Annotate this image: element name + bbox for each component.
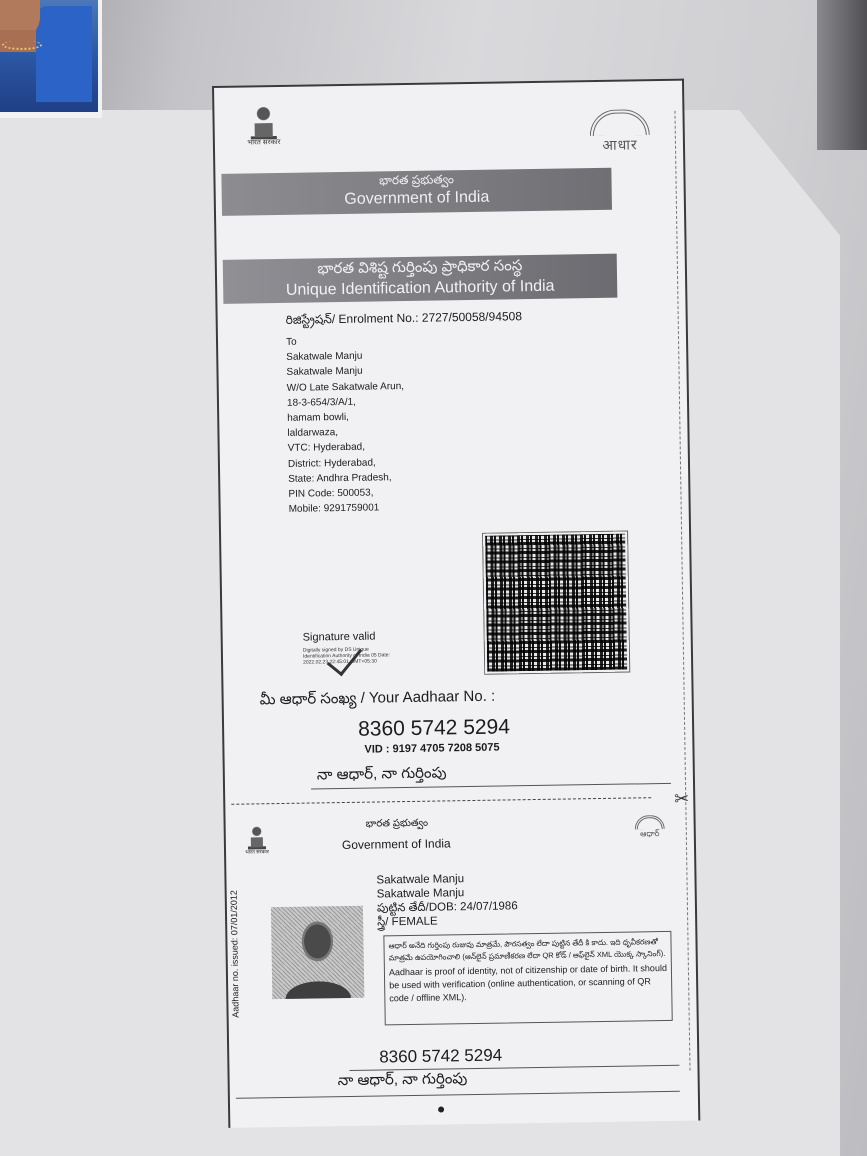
address-line: PIN Code: 500053, (288, 487, 374, 500)
enrolment-number: 2727/50058/94508 (421, 309, 523, 325)
address-block (286, 333, 406, 517)
holder-gender: స్త్రీ/ FEMALE (377, 915, 438, 929)
right-dark-object (817, 0, 867, 150)
address-line: State: Andhra Pradesh, (288, 472, 392, 485)
fingerprint-icon (589, 109, 649, 136)
signature-detail: Digitally signed by DS Unique Identification Authority of India 05 Date: 2022.02.23 22:45:01 GMT+05:30 (302, 646, 391, 666)
divider-end (236, 1091, 680, 1099)
gov-band (221, 168, 612, 216)
scissors-icon: ✂ (674, 788, 690, 809)
signature-label: Signature valid (302, 630, 376, 644)
address-line: Mobile: 9291759001 (288, 502, 380, 516)
enrolment-label: రిజిస్ట్రేషన్/ Enrolment No.: (285, 310, 422, 327)
holder-details (376, 871, 518, 929)
aadhaar-letter (212, 79, 700, 1128)
aadhaar-number: 8360 5742 5294 (357, 715, 511, 741)
emblem-icon (248, 105, 279, 139)
tagline-top: నా ఆధార్, నా గుర్తింపు (316, 764, 447, 784)
holder-name: Sakatwale Manju (376, 873, 465, 887)
vid-number: VID : 9197 4705 7208 5075 (364, 741, 500, 756)
holder-name-secondary: Sakatwale Manju (376, 887, 465, 901)
issued-date: Aadhaar no. issued: 07/01/2012 (228, 890, 241, 1018)
gov-telugu: భారత ప్రభుత్వం (378, 172, 455, 188)
proof-note-english: Aadhaar is proof of identity, not of citizenship or date of birth. It should be used with verification (online authentication, or scanning of QR code / offline XML). (388, 962, 667, 1004)
aadhaar-logo-small-text: ఆధార్ (639, 829, 660, 839)
uidai-english: Unique Identification Authority of India (285, 277, 555, 299)
fingerprint-small-icon (635, 815, 665, 829)
emblem-small-caption: भारत सरकार (245, 849, 269, 856)
address-line: Sakatwale Manju (286, 366, 363, 379)
address-line: To (285, 336, 297, 348)
uidai-band (223, 254, 618, 304)
address-line: District: Hyderabad, (287, 457, 376, 470)
enrolment-line (286, 309, 523, 330)
holder-photo (271, 906, 364, 999)
gov2-telugu: భారత ప్రభుత్వం (365, 817, 429, 830)
holder-dob: పుట్టిన తేదీ/DOB: 24/07/1986 (376, 900, 518, 915)
aadhaar-logo (578, 109, 661, 154)
address-line: Sakatwale Manju (286, 350, 363, 364)
emblem-small (242, 825, 272, 855)
cut-line (231, 797, 651, 805)
aadhaar-number-small: 8360 5742 5294 (379, 1045, 503, 1067)
proof-note-telugu: ఆధార్ అనేది గుర్తింపు రుజువు మాత్రమే, పౌరసత్వం లేదా పుట్టిన తేదీ కి కాదు. ఇది ధృవీకరణతో మాత్రమే ఉపయోగించాలి (ఆన్‌లైన్ ప్రమాణీకరణ లేదా QR కోడ్ / ఆఫ్‌లైన్ XML యొక్క స్కానింగ్). (388, 937, 666, 963)
emblem-small-icon (247, 825, 267, 849)
gov2-english: Government of India (341, 836, 451, 853)
punch-dot (438, 1106, 444, 1112)
proof-note (383, 931, 672, 1026)
aadhaar-logo-text: आधार (602, 136, 638, 153)
aadhaar-logo-small (630, 815, 670, 841)
tagline-bottom: నా ఆధార్, నా గుర్తింపు (337, 1070, 468, 1090)
uidai-telugu: భారత విశిష్ట గుర్తింపు ప్రాధికార సంస్థ (317, 257, 523, 278)
emblem-caption: भारत सरकार (247, 138, 281, 147)
address-line: W/O Late Sakatwale Arun, (286, 380, 405, 394)
qr-code (483, 532, 629, 674)
address-line: hamam bowli, (287, 411, 350, 424)
emblem (240, 105, 287, 148)
your-aadhaar-label: మీ ఆధార్ సంఖ్య / Your Aadhaar No. : (259, 687, 496, 709)
address-line: 18-3-654/3/A/1, (286, 396, 357, 409)
gov-english: Government of India (344, 188, 490, 208)
corner-photo (0, 0, 102, 118)
address-line: VTC: Hyderabad, (287, 442, 366, 455)
address-line: laldarwaza, (287, 427, 339, 440)
